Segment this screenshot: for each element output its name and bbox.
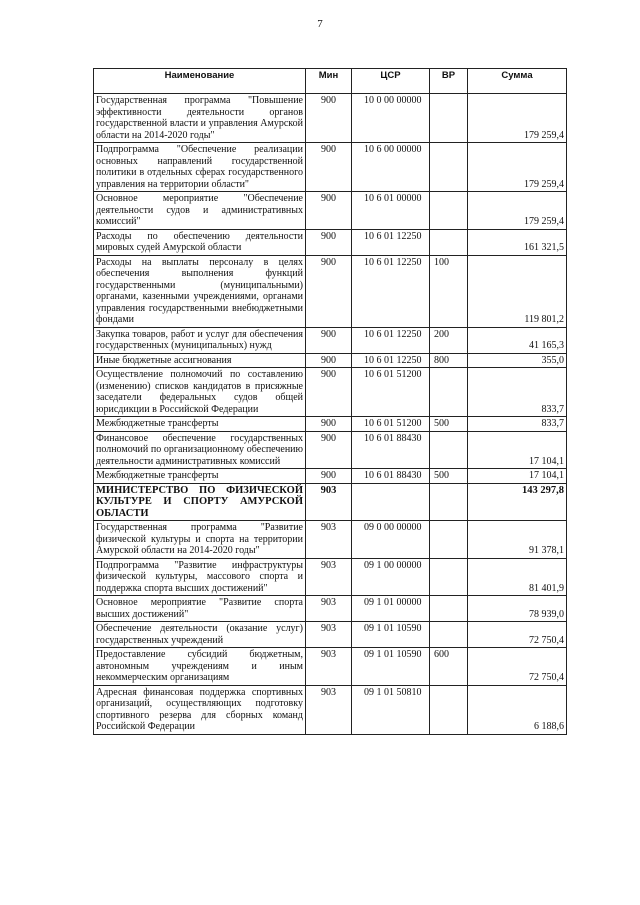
cell-name: Обеспечение деятельности (оказание услуг) государственных учреждений: [94, 622, 306, 648]
cell-vr: [430, 622, 468, 648]
cell-vr: [430, 143, 468, 192]
table-row: [94, 255, 567, 327]
table-row: [94, 596, 567, 622]
cell-sum: 179 259,4: [468, 94, 567, 143]
table-row: [94, 558, 567, 596]
table-row: [94, 417, 567, 432]
cell-sum: 72 750,4: [468, 648, 567, 686]
cell-min: 900: [306, 192, 352, 230]
cell-vr: [430, 685, 468, 734]
cell-sum: 6 188,6: [468, 685, 567, 734]
cell-min: 900: [306, 353, 352, 368]
cell-name: Расходы на выплаты персоналу в целях обеспечения выполнения функций государственными (муниципальными) органами, казенными учреждениями, органами управления государственными внебюджетными фондами: [94, 255, 306, 327]
header-sum: Сумма: [468, 69, 567, 94]
header-min: Мин: [306, 69, 352, 94]
budget-table: [93, 68, 567, 735]
cell-csr: 09 1 00 00000: [352, 558, 430, 596]
cell-csr: 09 1 01 00000: [352, 596, 430, 622]
cell-sum: 119 801,2: [468, 255, 567, 327]
header-name: Наименование: [94, 69, 306, 94]
cell-vr: [430, 558, 468, 596]
page-number: 7: [317, 18, 323, 30]
cell-vr: [430, 94, 468, 143]
cell-min: 900: [306, 417, 352, 432]
table-row: [94, 469, 567, 484]
cell-csr: 10 6 01 12250: [352, 255, 430, 327]
cell-vr: [430, 229, 468, 255]
cell-name: Подпрограмма "Обеспечение реализации основных направлений государственной политики в отдельных сферах государственного управления на территории области": [94, 143, 306, 192]
cell-sum: 161 321,5: [468, 229, 567, 255]
table-row: [94, 327, 567, 353]
cell-vr: 500: [430, 417, 468, 432]
cell-name: Подпрограмма "Развитие инфраструктуры физической культуры, массового спорта и поддержка спорта высших достижений": [94, 558, 306, 596]
cell-csr: 10 0 00 00000: [352, 94, 430, 143]
table-body: [94, 94, 567, 735]
cell-sum: 91 378,1: [468, 521, 567, 559]
cell-csr: 10 6 01 88430: [352, 431, 430, 469]
cell-name: Осуществление полномочий по составлению (изменению) списков кандидатов в присяжные заседатели федеральных судов общей юрисдикции в Российской Федерации: [94, 368, 306, 417]
table-row: [94, 483, 567, 521]
cell-min: 900: [306, 255, 352, 327]
cell-csr: 10 6 01 51200: [352, 368, 430, 417]
table-row: [94, 431, 567, 469]
cell-name: Межбюджетные трансферты: [94, 417, 306, 432]
cell-vr: [430, 431, 468, 469]
table-row: [94, 143, 567, 192]
cell-sum: 833,7: [468, 368, 567, 417]
cell-name: Закупка товаров, работ и услуг для обеспечения государственных (муниципальных) нужд: [94, 327, 306, 353]
cell-vr: 600: [430, 648, 468, 686]
cell-min: 903: [306, 483, 352, 521]
cell-csr: 10 6 01 88430: [352, 469, 430, 484]
cell-sum: 17 104,1: [468, 469, 567, 484]
header-row: [94, 69, 567, 94]
table-row: [94, 648, 567, 686]
cell-vr: 800: [430, 353, 468, 368]
cell-min: 903: [306, 685, 352, 734]
header-csr: ЦСР: [352, 69, 430, 94]
cell-min: 900: [306, 469, 352, 484]
cell-csr: 09 1 01 50810: [352, 685, 430, 734]
cell-min: 903: [306, 622, 352, 648]
cell-min: 900: [306, 94, 352, 143]
cell-sum: 833,7: [468, 417, 567, 432]
cell-name: Иные бюджетные ассигнования: [94, 353, 306, 368]
cell-name: Основное мероприятие "Обеспечение деятельности судов и административных комиссий": [94, 192, 306, 230]
cell-min: 900: [306, 143, 352, 192]
cell-sum: 179 259,4: [468, 192, 567, 230]
cell-sum: 81 401,9: [468, 558, 567, 596]
header-vr: ВР: [430, 69, 468, 94]
cell-min: 903: [306, 648, 352, 686]
cell-vr: [430, 368, 468, 417]
table-row: [94, 685, 567, 734]
cell-name: МИНИСТЕРСТВО ПО ФИЗИЧЕСКОЙ КУЛЬТУРЕ И СПОРТУ АМУРСКОЙ ОБЛАСТИ: [94, 483, 306, 521]
table-row: [94, 368, 567, 417]
table-row: [94, 622, 567, 648]
cell-name: Межбюджетные трансферты: [94, 469, 306, 484]
cell-name: Государственная программа "Повышение эффективности деятельности органов государственной власти и управления Амурской области на 2014-2020 годы": [94, 94, 306, 143]
cell-vr: [430, 192, 468, 230]
table-row: [94, 353, 567, 368]
table-row: [94, 229, 567, 255]
table-row: [94, 192, 567, 230]
cell-sum: 72 750,4: [468, 622, 567, 648]
cell-vr: 200: [430, 327, 468, 353]
cell-sum: 143 297,8: [468, 483, 567, 521]
cell-vr: [430, 483, 468, 521]
table-row: [94, 521, 567, 559]
cell-csr: 10 6 00 00000: [352, 143, 430, 192]
cell-name: Предоставление субсидий бюджетным, автономным учреждениям и иным некоммерческим организациям: [94, 648, 306, 686]
cell-name: Государственная программа "Развитие физической культуры и спорта на территории Амурской области на 2014-2020 годы": [94, 521, 306, 559]
cell-sum: 41 165,3: [468, 327, 567, 353]
cell-min: 903: [306, 558, 352, 596]
table-row: [94, 94, 567, 143]
cell-sum: 179 259,4: [468, 143, 567, 192]
cell-vr: 100: [430, 255, 468, 327]
cell-csr: 10 6 01 12250: [352, 327, 430, 353]
cell-sum: 78 939,0: [468, 596, 567, 622]
cell-csr: 10 6 01 12250: [352, 353, 430, 368]
cell-csr: 09 1 01 10590: [352, 622, 430, 648]
cell-name: Расходы по обеспечению деятельности мировых судей Амурской области: [94, 229, 306, 255]
cell-name: Адресная финансовая поддержка спортивных организаций, осуществляющих подготовку спортивного резерва для сборных команд Российской Федерации: [94, 685, 306, 734]
cell-min: 900: [306, 431, 352, 469]
cell-min: 903: [306, 521, 352, 559]
cell-name: Финансовое обеспечение государственных полномочий по организационному обеспечению деятельности административных комиссий: [94, 431, 306, 469]
cell-csr: 10 6 01 51200: [352, 417, 430, 432]
cell-vr: [430, 521, 468, 559]
cell-csr: 09 0 00 00000: [352, 521, 430, 559]
cell-min: 903: [306, 596, 352, 622]
cell-vr: [430, 596, 468, 622]
cell-csr: 10 6 01 12250: [352, 229, 430, 255]
cell-min: 900: [306, 229, 352, 255]
cell-min: 900: [306, 327, 352, 353]
cell-sum: 17 104,1: [468, 431, 567, 469]
cell-name: Основное мероприятие "Развитие спорта высших достижений": [94, 596, 306, 622]
cell-csr: 10 6 01 00000: [352, 192, 430, 230]
cell-csr: 09 1 01 10590: [352, 648, 430, 686]
cell-sum: 355,0: [468, 353, 567, 368]
cell-csr: [352, 483, 430, 521]
cell-vr: 500: [430, 469, 468, 484]
cell-min: 900: [306, 368, 352, 417]
